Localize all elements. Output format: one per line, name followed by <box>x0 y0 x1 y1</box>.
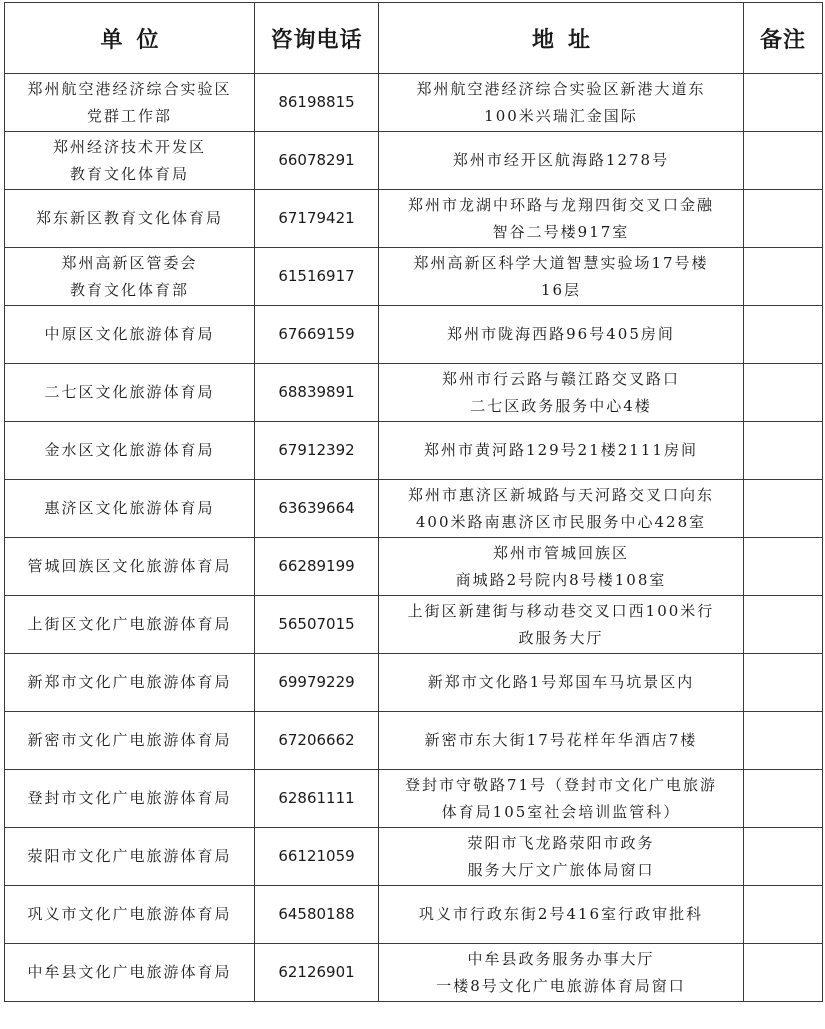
table-body <box>5 74 823 1002</box>
unit-cell-line: 巩义市文化广电旅游体育局 <box>27 905 232 923</box>
phone-cell: 64580188 <box>255 886 379 944</box>
unit-cell <box>5 74 255 132</box>
note-cell <box>744 364 823 422</box>
unit-cell-line: 登封市文化广电旅游体育局 <box>27 789 232 807</box>
note-cell <box>744 306 823 364</box>
table-row <box>5 480 823 538</box>
unit-cell <box>5 364 255 422</box>
address-cell-line: 郑州市陇海西路96号405房间 <box>447 325 675 343</box>
unit-cell-line: 教育文化体育局 <box>69 164 189 183</box>
note-cell <box>744 596 823 654</box>
unit-cell <box>5 596 255 654</box>
address-cell-line: 智谷二号楼917室 <box>492 222 630 241</box>
phone-cell: 66078291 <box>255 132 379 190</box>
unit-cell <box>5 248 255 306</box>
phone-cell: 62126901 <box>255 944 379 1002</box>
table-row <box>5 538 823 596</box>
table-row <box>5 190 823 248</box>
address-cell <box>379 712 744 770</box>
address-cell-line: 100米兴瑞汇金国际 <box>484 106 638 125</box>
address-cell-line: 体育局105室社会培训监管科） <box>441 802 681 821</box>
address-cell <box>379 306 744 364</box>
address-cell <box>379 480 744 538</box>
header-note: 备注 <box>744 3 823 74</box>
address-cell <box>379 422 744 480</box>
address-cell-line: 新郑市文化路1号郑国车马坑景区内 <box>427 673 695 691</box>
note-cell <box>744 538 823 596</box>
unit-cell <box>5 712 255 770</box>
phone-cell: 61516917 <box>255 248 379 306</box>
phone-cell: 56507015 <box>255 596 379 654</box>
address-cell-line: 商城路2号院内8号楼108室 <box>455 570 667 589</box>
unit-cell <box>5 480 255 538</box>
table-row <box>5 886 823 944</box>
address-cell-line: 登封市守敬路71号（登封市文化广电旅游 <box>404 775 718 794</box>
unit-cell-line: 郑东新区教育文化体育局 <box>35 209 223 227</box>
phone-cell: 68839891 <box>255 364 379 422</box>
address-cell-line: 郑州市龙湖中环路与龙翔四街交叉口金融 <box>407 195 714 214</box>
table-row <box>5 596 823 654</box>
table-row <box>5 828 823 886</box>
unit-cell <box>5 886 255 944</box>
note-cell <box>744 190 823 248</box>
phone-cell: 67912392 <box>255 422 379 480</box>
note-cell <box>744 712 823 770</box>
table-row <box>5 364 823 422</box>
unit-cell <box>5 132 255 190</box>
address-cell <box>379 944 744 1002</box>
unit-cell-line: 郑州高新区管委会 <box>61 253 198 272</box>
address-cell-line: 荥阳市飞龙路荥阳市政务 <box>467 833 655 852</box>
table-row <box>5 248 823 306</box>
unit-cell-line: 党群工作部 <box>86 106 172 125</box>
table-row <box>5 944 823 1002</box>
address-cell-line: 郑州市管城回族区 <box>492 543 629 562</box>
unit-cell-line: 郑州经济技术开发区 <box>52 137 206 156</box>
address-cell-line: 郑州市惠济区新城路与天河路交叉口向东 <box>407 485 714 504</box>
unit-cell-line: 惠济区文化旅游体育局 <box>44 499 215 517</box>
address-cell <box>379 770 744 828</box>
unit-cell-line: 金水区文化旅游体育局 <box>44 441 215 459</box>
address-cell <box>379 654 744 712</box>
unit-cell-line: 新郑市文化广电旅游体育局 <box>27 673 232 691</box>
phone-cell: 62861111 <box>255 770 379 828</box>
header-row <box>5 3 823 74</box>
address-cell <box>379 190 744 248</box>
unit-cell-line: 新密市文化广电旅游体育局 <box>27 731 232 749</box>
phone-cell: 66289199 <box>255 538 379 596</box>
address-cell-line: 郑州市经开区航海路1278号 <box>452 151 670 169</box>
table-row <box>5 132 823 190</box>
unit-cell <box>5 654 255 712</box>
phone-cell: 67179421 <box>255 190 379 248</box>
note-cell <box>744 886 823 944</box>
unit-cell <box>5 944 255 1002</box>
header-address: 地址 <box>379 3 744 74</box>
address-cell-line: 400米路南惠济区市民服务中心428室 <box>415 512 707 531</box>
unit-cell-line: 教育文化体育部 <box>69 280 189 299</box>
address-cell-line: 郑州市黄河路129号21楼2111房间 <box>424 441 698 459</box>
unit-cell <box>5 828 255 886</box>
address-cell <box>379 364 744 422</box>
note-cell <box>744 132 823 190</box>
address-cell-line: 16层 <box>540 280 582 299</box>
address-cell-line: 中牟县政务服务办事大厅 <box>467 949 655 968</box>
phone-cell: 67669159 <box>255 306 379 364</box>
note-cell <box>744 828 823 886</box>
address-cell-line: 一楼8号文化广电旅游体育局窗口 <box>436 976 686 995</box>
unit-cell <box>5 190 255 248</box>
table-row <box>5 74 823 132</box>
unit-cell-line: 中牟县文化广电旅游体育局 <box>27 963 232 981</box>
unit-cell-line: 二七区文化旅游体育局 <box>44 383 215 401</box>
address-cell <box>379 828 744 886</box>
unit-cell-line: 上街区文化广电旅游体育局 <box>27 615 232 633</box>
table-row <box>5 422 823 480</box>
unit-cell-line: 郑州航空港经济综合实验区 <box>27 79 232 98</box>
note-cell <box>744 74 823 132</box>
address-cell <box>379 132 744 190</box>
unit-cell-line: 管城回族区文化旅游体育局 <box>27 557 232 575</box>
address-cell-line: 二七区政务服务中心4楼 <box>470 396 652 415</box>
phone-cell: 66121059 <box>255 828 379 886</box>
phone-cell: 67206662 <box>255 712 379 770</box>
unit-cell-line: 中原区文化旅游体育局 <box>44 325 215 343</box>
unit-cell <box>5 306 255 364</box>
table-row <box>5 306 823 364</box>
header-phone: 咨询电话 <box>255 3 379 74</box>
address-cell-line: 郑州高新区科学大道智慧实验场17号楼 <box>413 253 709 272</box>
note-cell <box>744 944 823 1002</box>
address-cell-line: 巩义市行政东街2号416室行政审批科 <box>418 905 704 923</box>
table-row <box>5 770 823 828</box>
unit-cell <box>5 770 255 828</box>
address-cell-line: 服务大厅文广旅体局窗口 <box>467 860 655 879</box>
phone-cell: 63639664 <box>255 480 379 538</box>
address-cell-line: 政服务大厅 <box>518 628 604 647</box>
contact-table-container <box>4 2 823 1002</box>
address-cell <box>379 538 744 596</box>
address-cell-line: 新密市东大街17号花样年华酒店7楼 <box>424 731 698 749</box>
phone-cell: 69979229 <box>255 654 379 712</box>
unit-cell <box>5 422 255 480</box>
contact-table <box>4 2 823 1002</box>
note-cell <box>744 480 823 538</box>
address-cell <box>379 248 744 306</box>
note-cell <box>744 248 823 306</box>
note-cell <box>744 422 823 480</box>
address-cell-line: 郑州航空港经济综合实验区新港大道东 <box>416 79 706 98</box>
address-cell <box>379 886 744 944</box>
unit-cell <box>5 538 255 596</box>
address-cell <box>379 596 744 654</box>
table-row <box>5 654 823 712</box>
table-row <box>5 712 823 770</box>
address-cell-line: 上街区新建街与移动巷交叉口西100米行 <box>407 601 715 620</box>
address-cell <box>379 74 744 132</box>
phone-cell: 86198815 <box>255 74 379 132</box>
note-cell <box>744 770 823 828</box>
address-cell-line: 郑州市行云路与赣江路交叉路口 <box>441 369 680 388</box>
header-unit: 单位 <box>5 3 255 74</box>
unit-cell-line: 荥阳市文化广电旅游体育局 <box>27 847 232 865</box>
note-cell <box>744 654 823 712</box>
